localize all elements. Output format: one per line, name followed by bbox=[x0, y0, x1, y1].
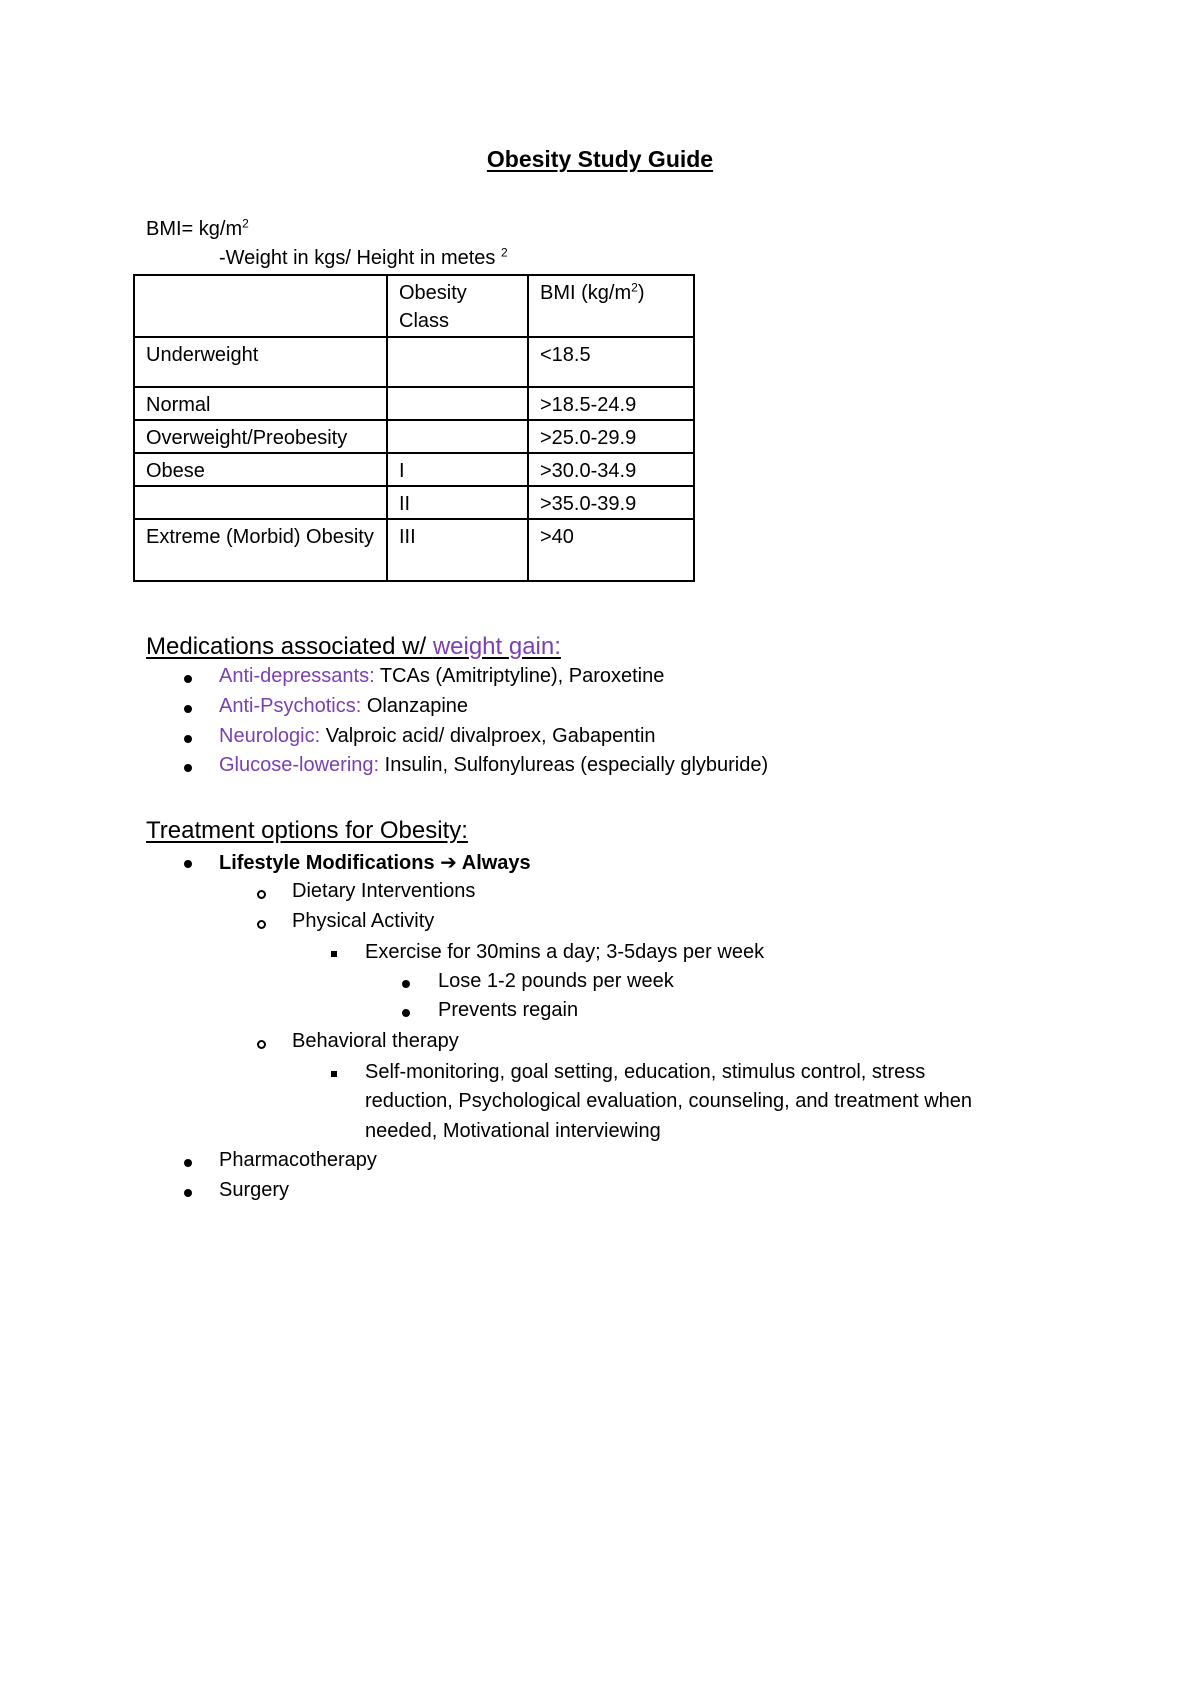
category-cell: Obese bbox=[134, 453, 387, 486]
pharmacotherapy-item: Pharmacotherapy bbox=[219, 1149, 377, 1171]
exercise-item: Exercise for 30mins a day; 3-5days per week bbox=[365, 941, 765, 963]
bmi-formula: $BMI= kg/m^2$ bbox=[146, 216, 249, 240]
prevents-item: Prevents regain bbox=[438, 999, 579, 1021]
table-row bbox=[134, 486, 694, 519]
class-cell: I bbox=[387, 453, 528, 486]
bullet-icon bbox=[184, 764, 192, 772]
bmi-cell: >35.0-39.9 bbox=[528, 486, 694, 519]
category-cell: Extreme (Morbid) Obesity bbox=[134, 519, 387, 581]
arrow-right-icon: ➔ bbox=[440, 852, 457, 874]
medication-item: Glucose-lowering: Insulin, Sulfonylureas (especially glyburide) bbox=[219, 754, 769, 776]
medications-heading: Medications associated w/ weight gain: bbox=[146, 633, 561, 660]
header-cell-class: Obesity Class bbox=[387, 275, 528, 337]
behavioral-detail-line: reduction, Psychological evaluation, counseling, and treatment when bbox=[365, 1090, 973, 1112]
circle-bullet-icon bbox=[257, 890, 266, 899]
table-header-row bbox=[134, 275, 694, 337]
bmi-cell: >25.0-29.9 bbox=[528, 420, 694, 453]
bullet-icon bbox=[402, 980, 410, 988]
page-title: Obesity Study Guide bbox=[486, 146, 714, 172]
behavioral-detail-line: needed, Motivational interviewing bbox=[365, 1120, 661, 1142]
table-row bbox=[134, 519, 694, 581]
medication-item: Anti-Psychotics: Olanzapine bbox=[219, 695, 469, 717]
bmi-cell: >40 bbox=[528, 519, 694, 581]
header-cell-category bbox=[134, 275, 387, 337]
bullet-icon bbox=[184, 860, 192, 868]
bullet-icon bbox=[184, 1159, 192, 1167]
bullet-icon bbox=[184, 675, 192, 683]
circle-bullet-icon bbox=[257, 920, 266, 929]
behavioral-detail-line: Self-monitoring, goal setting, education, stimulus control, stress bbox=[365, 1061, 926, 1083]
circle-bullet-icon bbox=[257, 1040, 266, 1049]
bullet-icon bbox=[184, 735, 192, 743]
square-bullet-icon bbox=[331, 1071, 337, 1077]
lose-item: Lose 1-2 pounds per week bbox=[438, 970, 674, 992]
category-cell: Overweight/Preobesity bbox=[134, 420, 387, 453]
class-cell: II bbox=[387, 486, 528, 519]
bmi-cell: >30.0-34.9 bbox=[528, 453, 694, 486]
bmi-formula-detail: -Weight in kgs/ Height in metes $^2$ bbox=[219, 245, 508, 269]
lifestyle-item: Lifestyle Modifications ➔ Always bbox=[219, 852, 531, 874]
square-bullet-icon bbox=[331, 951, 337, 957]
category-cell: Normal bbox=[134, 387, 387, 420]
class-cell bbox=[387, 337, 528, 387]
treatment-heading: Treatment options for Obesity: bbox=[146, 817, 468, 844]
behavioral-item: Behavioral therapy bbox=[292, 1030, 459, 1052]
class-cell: III bbox=[387, 519, 528, 581]
category-cell bbox=[134, 486, 387, 519]
bmi-cell: <18.5 bbox=[528, 337, 694, 387]
bullet-icon bbox=[402, 1009, 410, 1017]
medication-item: Neurologic: Valproic acid/ divalproex, Gabapentin bbox=[219, 725, 656, 747]
table-row bbox=[134, 337, 694, 387]
bmi-table bbox=[133, 274, 695, 582]
class-cell bbox=[387, 420, 528, 453]
table-row bbox=[134, 420, 694, 453]
bullet-icon bbox=[184, 1189, 192, 1197]
class-cell bbox=[387, 387, 528, 420]
table-row bbox=[134, 387, 694, 420]
surgery-item: Surgery bbox=[219, 1179, 290, 1201]
physical-item: Physical Activity bbox=[292, 910, 435, 932]
header-cell-bmi: BMI $(kg/m^2)$ bbox=[528, 275, 694, 337]
dietary-item: Dietary Interventions bbox=[292, 880, 476, 902]
bmi-cell: >18.5-24.9 bbox=[528, 387, 694, 420]
category-cell: Underweight bbox=[134, 337, 387, 387]
bullet-icon bbox=[184, 705, 192, 713]
table-row bbox=[134, 453, 694, 486]
medication-item: Anti-depressants: TCAs (Amitriptyline), Paroxetine bbox=[219, 665, 665, 687]
